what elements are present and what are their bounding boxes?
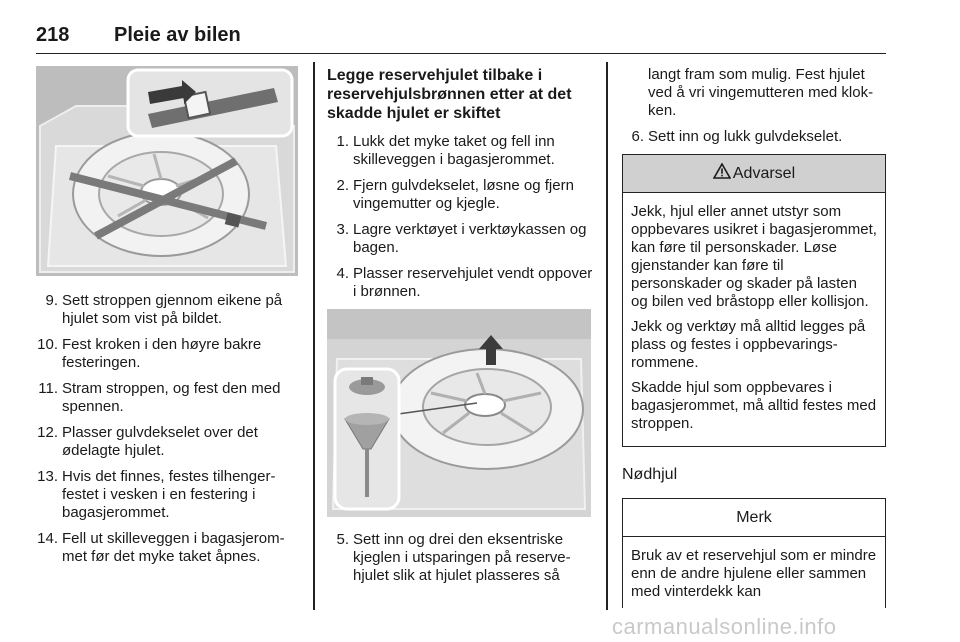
warning-triangle-icon xyxy=(713,163,731,184)
spare-wheel-well-figure xyxy=(327,309,591,517)
list-item: 6. Sett inn og lukk gulvdekselet. xyxy=(631,128,843,145)
note-body: Bruk av et reservehjul som er mindre enn de andre hjulene eller sammen med vinterdekk kan xyxy=(631,547,877,600)
list-item: 12. Plasser gulvdekselet over det ødelagte hjulet. xyxy=(37,424,258,459)
page-header xyxy=(36,24,886,54)
steps-list-9-14 xyxy=(36,292,298,566)
spare-wheel-well-illustration xyxy=(327,309,591,517)
column-divider-1 xyxy=(313,62,315,610)
list-item: 9. Sett stroppen gjennom eikene på hjulet som vist på bildet. xyxy=(45,292,283,327)
watermark: carmanualsonline.info xyxy=(612,614,837,639)
step-5-continuation: langt fram som mulig. Fest hjulet ved å vri vingemutteren med klokken. xyxy=(648,66,874,119)
steps-list-1-4 xyxy=(327,133,593,301)
warning-paragraph: Jekk, hjul eller annet utstyr som oppbevares usikret i bagasjerommet, kan føre til personskader. Løse gjenstander kan føre til personskader og skader på lasten og bilen ved bråstopp eller kollisjon. xyxy=(631,203,877,310)
warning-box xyxy=(622,154,886,447)
spare-wheel-strap-illustration xyxy=(36,66,298,276)
warning-header xyxy=(623,155,885,193)
list-item: 13. Hvis det finnes, festes tilhengerfestet i vesken i en festering i bagasjerommet. xyxy=(37,468,276,521)
spare-wheel-strap-figure xyxy=(36,66,298,276)
warning-body xyxy=(623,193,885,446)
list-item: 3. Lagre verktøyet i verktøykassen og bagen. xyxy=(336,221,587,256)
list-item: 10. Fest kroken i den høyre bakre festeringen. xyxy=(37,336,262,371)
steps-list-6 xyxy=(622,128,886,146)
list-item: 5. Sett inn og drei den eksentriske kjeglen i utsparingen på reservehjulet slik at hjulet plasseres så xyxy=(336,531,571,584)
note-header: Merk xyxy=(623,499,885,537)
note-box xyxy=(622,498,886,608)
page-number: 218 xyxy=(36,24,70,46)
list-item: 2. Fjern gulvdekselet, løsne og fjern vingemutter og kjegle. xyxy=(336,177,574,212)
list-item: 14. Fell ut skilleveggen i bagasjerommet før det myke taket åpnes. xyxy=(37,530,285,565)
steps-list-5 xyxy=(327,531,593,585)
page-title: Pleie av bilen xyxy=(114,24,241,46)
column-divider-2 xyxy=(606,62,608,610)
column-left xyxy=(36,66,298,574)
section-heading-nodhjul: Nødhjul xyxy=(622,466,678,483)
list-item: 1. Lukk det myke taket og fell inn skilleveggen i bagasjerommet. xyxy=(336,133,555,168)
list-item: 11. Stram stroppen, og fest den med spennen. xyxy=(38,380,281,415)
list-item: 4. Plasser reservehjulet vendt oppover i brønnen. xyxy=(336,265,593,300)
column-middle xyxy=(327,66,593,593)
warning-title: Advarsel xyxy=(732,164,796,182)
section-subheading: Legge reservehjulet tilbake i reservehjulsbrønnen etter at det skadde hjulet er skiftet xyxy=(327,67,572,122)
warning-paragraph: Skadde hjul som oppbevares i bagasjerommet, må alltid festes med stroppen. xyxy=(631,379,877,432)
warning-paragraph: Jekk og verktøy må alltid legges på plass og festes i oppbevaringsrommene. xyxy=(631,318,866,371)
column-right xyxy=(622,66,886,608)
